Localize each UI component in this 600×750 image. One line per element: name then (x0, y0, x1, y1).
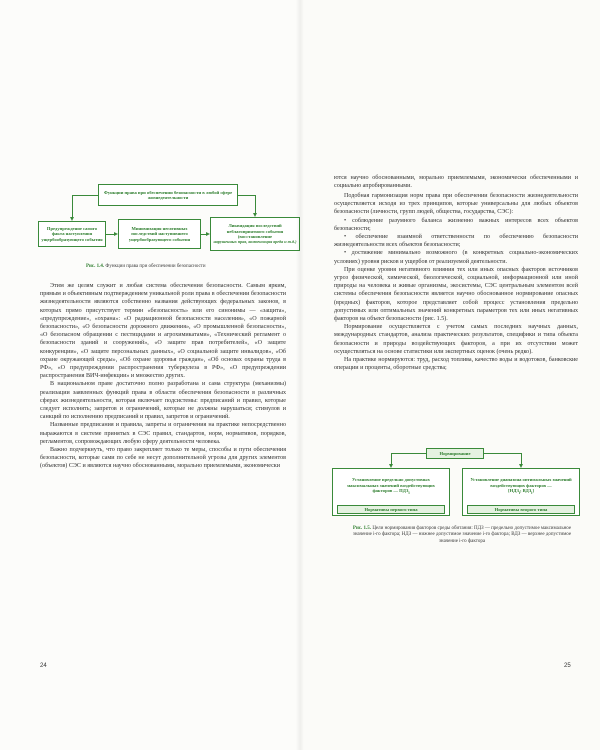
figure-1-5-caption-label: Рис. 1.5. (352, 526, 372, 531)
figure-1-4-diagram (38, 180, 300, 270)
right-page (300, 0, 600, 750)
diagram-top-box-normirovanie: Нормирование (426, 448, 484, 459)
subscript-i: i (531, 491, 533, 496)
diagram-box-range (462, 468, 580, 516)
diagram-box-liquidation (210, 217, 300, 251)
left-page-body (40, 282, 286, 471)
paragraph: При оценке уровня негативного влияния тех или иных опасных факторов источников угроз физической, химической, биологической, социальной, информационной или иной природы на человека и живые организмы, экосистемы, СЭС центральным элементом всей системы обеспечения безопасности является научно обоснованное нормирование опасных (вредных) факторов, которое представляет собой процесс установления предельно допустимых или оптимальных значений конкретных параметров тех или иных негативных факторов на объект безопасности (рис. 1.5). (334, 266, 578, 323)
diagram-box-prevention: Предупреждение самого факта наступления ущербообразующего события (38, 221, 106, 247)
diagram-top-box: Функции права при обеспечении безопасности в любой сфере жизнедеятельности (98, 184, 238, 206)
figure-1-4-caption-label: Рис. 1.4. (86, 264, 105, 269)
diagram-box-pdz-main: Установление предельно допустимых максимальных значений воздействующих факторов — ПДЗ (347, 477, 435, 494)
paragraph: Нормирование осуществляется с учетом самых последних научных данных, международных стандартов, анализа практических результатов, специфики и типа объекта безопасности и природы воздействующих факторов, а при их отсутствии может осуществляться на основе статистики или экспертных оценок (очень редко). (334, 324, 578, 355)
subscript-i: i (518, 491, 520, 496)
diagram-box-minimization: Минимизация негативных последствий наступившего ущербообразующего события (118, 219, 201, 249)
bullet-item: • обеспечение взаимной ответственности по обеспечению безопасности жизнедеятельности всех объектов безопасности; (334, 234, 578, 249)
paragraph: Этим же целям служит и любая система обеспечения безопасности. Самым ярким, прямым и объективным подтверждением уникальной роли права в обеспечении безопасности жизнедеятельности являются собственно названия действующих федеральных законов, в которых прямо присутствует термин «безопасность» или его синонимы — «защита», «предупреждение», «охрана»: «О радиационной безопасности населения», «О пожарной безопасности», «О безопасности дорожного движения», «О промышленной безопасности», «О безопасном обращении с пестицидами и агрохимикатами», «Технический регламент о безопасности зданий и сооружений», «О защите прав потребителей», «О защите конкуренции», «О защите персональных данных», «О социальной защите инвалидов», «Об охране окружающей среды», «Об охране здоровья граждан», «Об основах охраны труда в РФ», «О предупреждении распространения туберкулеза в РФ», «О предупреждении распространения ВИЧ-инфекции» и множество других. (40, 283, 286, 380)
formula-ndz: [НДЗ (508, 488, 519, 494)
right-page-continuation (334, 174, 578, 190)
connector-line (72, 195, 98, 196)
page-number: 25 (564, 663, 571, 669)
connector-line (238, 195, 255, 196)
diagram-box-first-type: Нормативы первого типа (337, 505, 445, 514)
diagram-box-range-text (463, 469, 579, 505)
connector-line (72, 195, 73, 217)
connector-line (521, 453, 522, 464)
connector-line (391, 453, 392, 464)
connector-line (484, 453, 521, 454)
connector-line (255, 195, 256, 213)
formula-end: ] (532, 488, 534, 494)
paragraph: Названные предписания и правила, запреты и ограничения на практике непосредственно выражаются в системе принятых в СЭС правил, стандартов, норм, нормативов, порядков, регламентов, сопровождающих любую сферу деятельности человека. (40, 422, 286, 445)
right-page-body (334, 192, 578, 372)
paragraph: Важно подчеркнуть, что право закрепляет только те меры, способы и пути обеспечения безопасности, которые сами по себе не несут дополнительной угрозы для других элементов (объектов) СЭС и являются научно обоснованными, морально приемлемыми, экономически (40, 447, 286, 470)
connector-line (391, 453, 426, 454)
subscript-i: i (408, 491, 410, 496)
paragraph: Подобная гармонизация норм права при обеспечении безопасности жизнедеятельности осуществляется исходя из трех принципов, которые универсальны для любых объектов безопасности (личности, групп людей, общества, государства, СЭС): (334, 193, 578, 216)
figure-1-4-caption (86, 264, 286, 270)
bullet-item: • достижение минимально возможного (в конкретных социально-экономических условиях) уровня рисков и ущербов от реализуемой деятельности. (334, 250, 578, 265)
book-gutter (296, 0, 304, 750)
diagram-box-second-type: Нормативы второго типа (467, 505, 575, 514)
figure-1-5-caption-text: Цели нормирования факторов среды обитания: ПДЗ — предельно допустимое максимальное значение i-го фактора; НДЗ — нижнее допустимое значение i-го фактора; ВДЗ — верхнее допустимое значение i-го фактора (352, 526, 572, 544)
paragraph-continuation: ются научно обоснованными, морально приемлемыми, экономически обеспеченными и социально апробированными. (334, 175, 578, 190)
figure-1-5-diagram (330, 448, 582, 520)
figure-1-5-caption (344, 526, 580, 545)
paragraph: На практике нормируются: труд, расход топлива, качество воды и водотоков, банковские операции и проценты, оборотные средства; (334, 357, 578, 372)
diagram-box-pdz-text (333, 469, 449, 505)
page-number: 24 (40, 663, 47, 669)
paragraph: В национальном праве достаточно полно разработана и сама структура (механизмы) реализации заявленных функций права в области обеспечения безопасности в различных сферах жизнедеятельности, которая включает подсистемы: предписаний и правил, которые следует исполнять; запретов и ограничений, которые не должны нарушаться; стимулов и санкций по исполнению предписаний и правил, запретов и ограничений. (40, 381, 286, 421)
bullet-item: • соблюдение разумного баланса жизненно важных интересов всех объектов безопасности; (334, 217, 578, 232)
figure-1-4-caption-text: Функции права при обеспечении безопасности (105, 264, 206, 269)
diagram-box-liquidation-main: Ликвидация последствий неблагоприятного события (восстановление (226, 223, 284, 239)
formula-vdz: ; ВДЗ (520, 488, 532, 494)
diagram-box-pdz (332, 468, 450, 516)
diagram-box-range-main: Установление диапазона оптимальных значений воздействующих факторов — (470, 477, 572, 488)
diagram-box-liquidation-sub: нарушенных прав, компенсация вреда и т.д.) (213, 239, 297, 245)
